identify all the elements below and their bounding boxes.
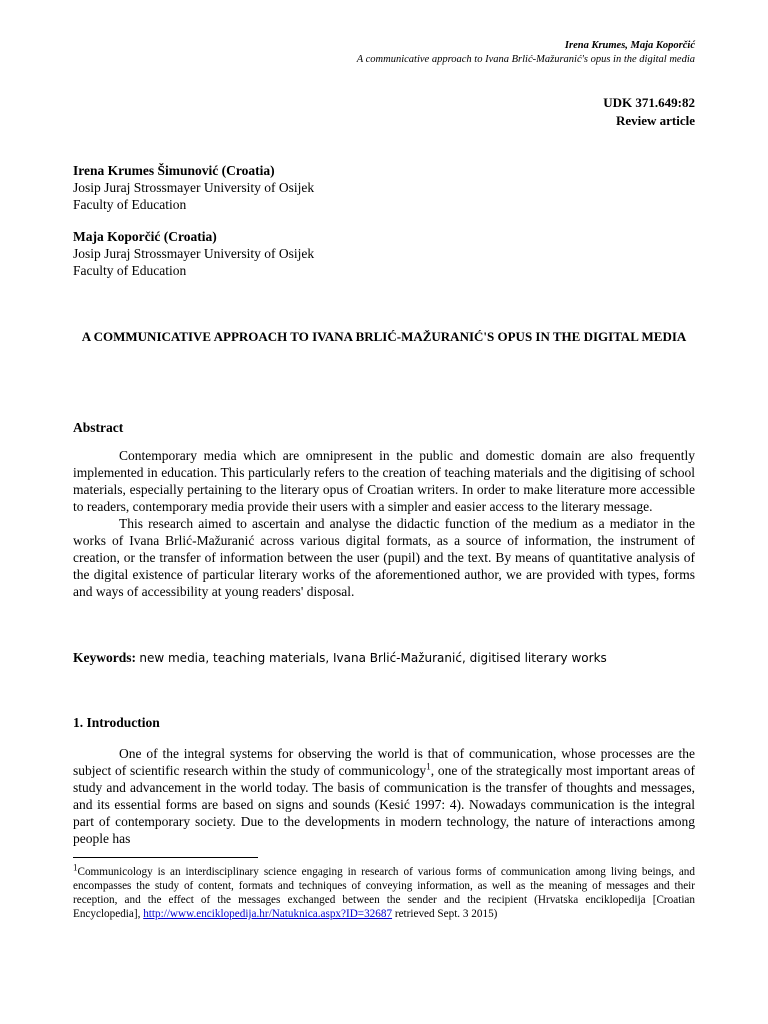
abstract-body — [73, 447, 695, 600]
author-university: Josip Juraj Strossmayer University of Osijek — [73, 246, 315, 261]
author-faculty: Faculty of Education — [73, 263, 187, 278]
running-head — [357, 39, 695, 67]
author-affiliation-2 — [73, 228, 314, 279]
keywords-values: new media, teaching materials, Ivana Brlić-Mažuranić, digitised literary works — [139, 651, 607, 665]
abstract-paragraph-1: Contemporary media which are omnipresent in the public and domestic domain are also frequently implemented in education. This particularly refers to the creation of teaching materials and the digitising of school materials, especially pertaining to the literary opus of Croatian writers. In order to make literature more accessible to readers, contemporary media provide their users with a simpler and easier access to the literary message. — [73, 448, 695, 514]
footnote — [73, 862, 695, 921]
footnote-text-after: retrieved Sept. 3 2015) — [392, 908, 498, 920]
classification — [603, 94, 695, 130]
introduction-body — [73, 745, 695, 847]
intro-text-after-note: , one of the strategically most important areas of study and advancement in the world today. The basis of communication is the transfer of thoughts and messages, and its essential forms are based on signs and sounds (Kesić 1997: 4). Nowadays communication is the integral part of contemporary society. Due to the developments in modern technology, the nature of interactions among people has — [73, 763, 696, 846]
paper-title: A COMMUNICATIVE APPROACH TO IVANA BRLIĆ-MAŽURANIĆ'S OPUS IN THE DIGITAL MEDIA — [81, 329, 687, 344]
article-type: Review article — [615, 113, 695, 128]
footnote-reference[interactable]: 1 — [426, 761, 431, 772]
intro-text-before-note: One of the integral systems for observing the world is that of communication, whose processes are the subject of scientific research within the study of communicology — [73, 746, 695, 778]
introduction-heading: 1. Introduction — [73, 715, 160, 730]
author-faculty: Faculty of Education — [73, 197, 187, 212]
udk-code: UDK 371.649:82 — [603, 95, 695, 110]
keywords — [73, 650, 695, 666]
running-head-authors: Irena Krumes, Maja Koporčić — [564, 40, 695, 51]
running-head-title: A communicative approach to Ivana Brlić-Mažuranić's opus in the digital media — [356, 54, 695, 65]
abstract-heading: Abstract — [73, 420, 124, 435]
author-name: Maja Koporčić (Croatia) — [73, 229, 217, 244]
abstract-paragraph-2: This research aimed to ascertain and analyse the didactic function of the medium as a mediator in the works of Ivana Brlić-Mažuranić across various digital formats, as a source of information, the instrument of creation, or the transfer of information between the user (pupil) and the text. By means of quantitative analysis of the digital existence of particular literary works of the aforementioned author, we are provided with types, forms and ways of accessibility at young readers' disposal. — [73, 516, 695, 599]
footnote-divider — [73, 857, 258, 858]
author-university: Josip Juraj Strossmayer University of Osijek — [73, 180, 315, 195]
footnote-link[interactable]: http://www.enciklopedija.hr/Natuknica.aspx?ID=32687 — [143, 908, 393, 920]
footnote-mark: 1 — [73, 862, 78, 873]
author-name: Irena Krumes Šimunović (Croatia) — [73, 163, 275, 178]
keywords-label: Keywords: — [73, 650, 136, 665]
footnote-text: Communicology is an interdisciplinary science engaging in research of various forms of communication among living beings, and encompasses the study of content, formats and techniques of conveying information, as well as the meaning of messages and their reception, and the effect of the messages exchanged between the sender and the recipient (Hrvatska enciklopedija [Croatian Encyclopedia], — [73, 866, 695, 920]
author-affiliation-1 — [73, 162, 314, 213]
introduction-paragraph — [73, 745, 695, 847]
